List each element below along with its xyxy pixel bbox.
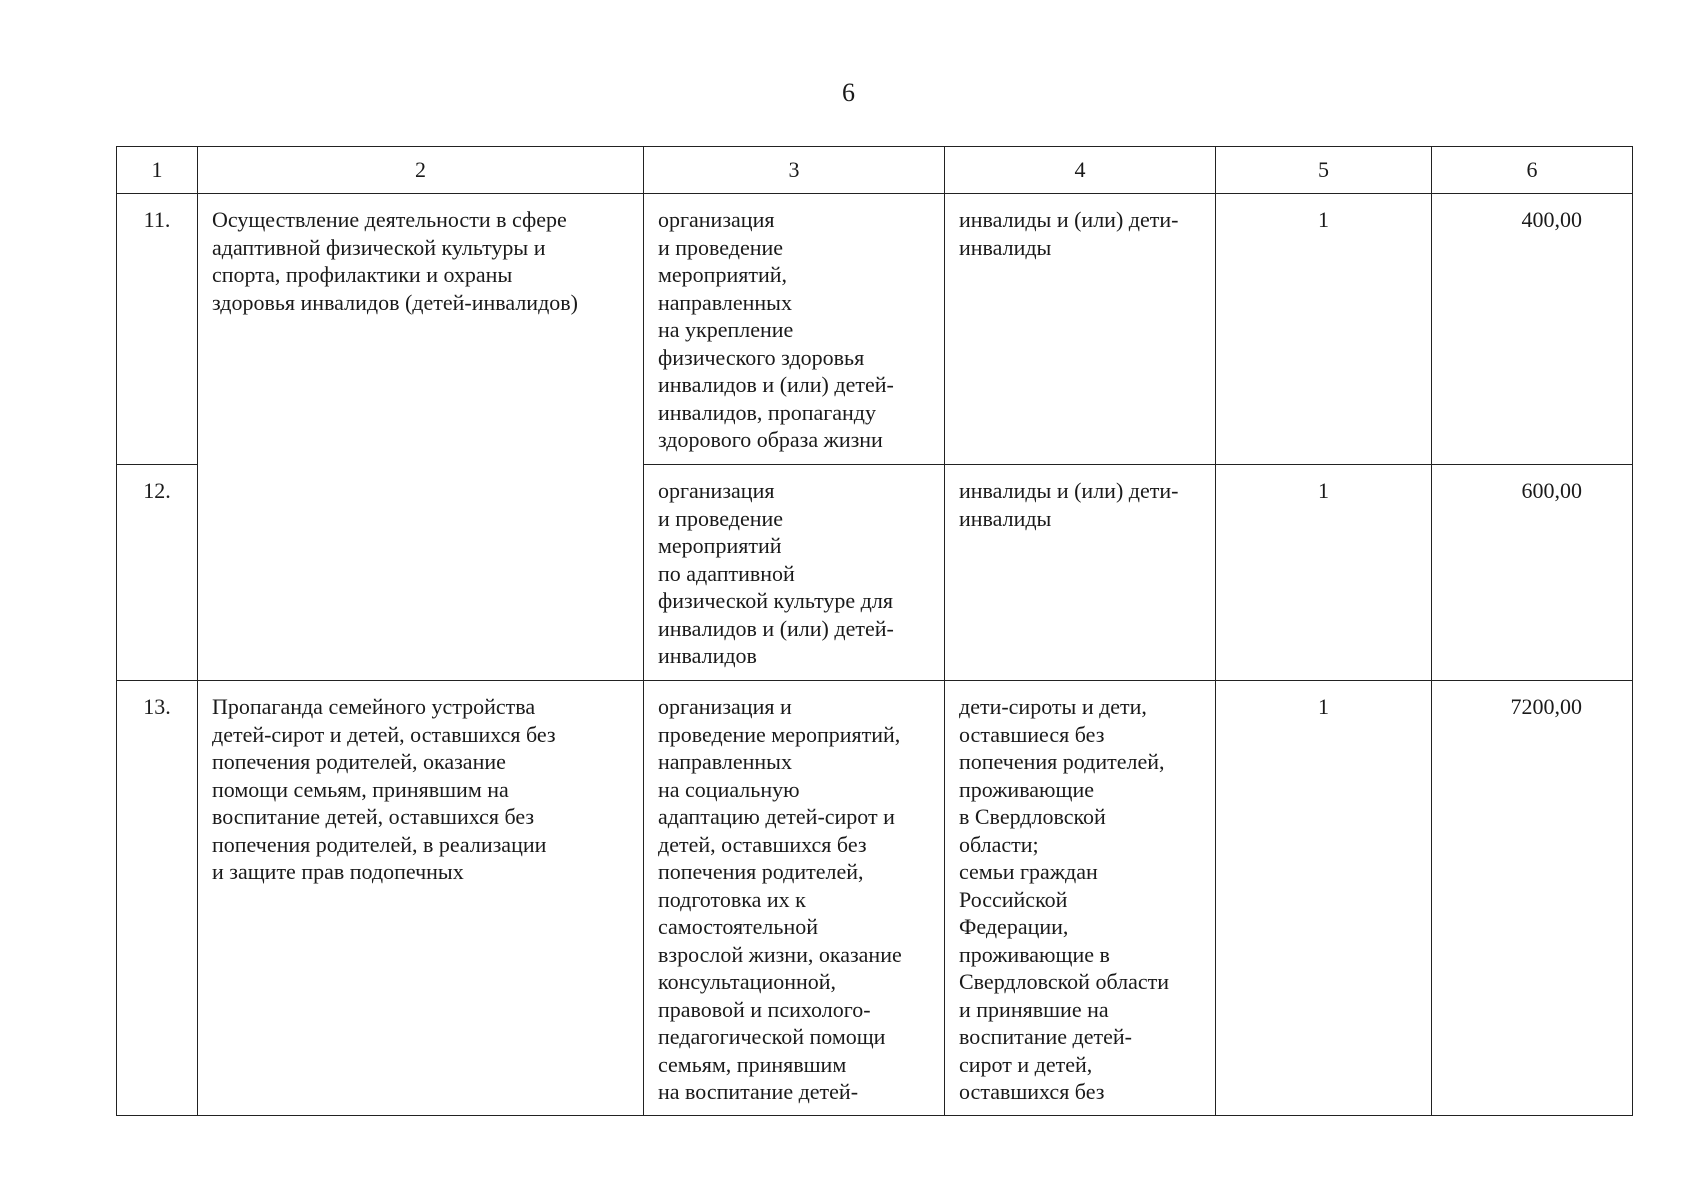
text-line: и проведение: [658, 505, 784, 531]
text-line: проведение мероприятий,: [658, 721, 901, 747]
text-line: здоровья инвалидов (детей-инвалидов): [212, 289, 578, 315]
direction-text: [198, 194, 643, 320]
row-number-cell: [117, 681, 198, 1116]
column-header-5: 5: [1216, 147, 1432, 194]
text-line: здорового образа жизни: [658, 427, 883, 452]
text-line: оставшиеся без: [959, 721, 1105, 747]
amount-cell: [1432, 681, 1633, 1116]
text-line: на социальную: [658, 776, 800, 802]
text-line: подготовка их к: [658, 886, 806, 912]
text-line: Федерации,: [959, 914, 1069, 939]
text-line: попечения родителей,: [658, 859, 864, 884]
activity-cell: [644, 465, 945, 681]
quantity-value: 1: [1318, 694, 1329, 719]
text-line: организация и: [658, 694, 792, 719]
text-line: организация: [658, 478, 775, 503]
row-number-cell: [117, 194, 198, 465]
text-line: самостоятельной: [658, 914, 818, 939]
text-line: семьи граждан: [959, 859, 1098, 884]
data-table: [116, 146, 1633, 1116]
text-line: детей, оставшихся без: [658, 831, 867, 857]
text-line: инвалидов, пропаганду: [658, 399, 877, 425]
text-line: инвалидов и (или) детей-: [658, 615, 894, 641]
text-line: попечения родителей, оказание: [212, 749, 506, 774]
text-line: инвалиды и (или) дети-: [959, 478, 1179, 503]
text-line: направленных: [658, 289, 792, 315]
quantity-cell: [1216, 465, 1432, 681]
text-line: и защите прав подопечных: [212, 859, 464, 884]
text-line: спорта, профилактики и охраны: [212, 262, 513, 287]
text-line: помощи семьям, принявшим на: [212, 776, 509, 802]
text-line: инвалиды и (или) дети-: [959, 207, 1179, 232]
text-line: инвалидов и (или) детей-: [658, 372, 894, 397]
direction-cell: [198, 681, 644, 1116]
text-line: воспитание детей-: [959, 1024, 1132, 1049]
recipients-cell: [945, 194, 1216, 465]
text-line: и проведение: [658, 234, 784, 260]
row-number-cell: [117, 465, 198, 681]
text-line: мероприятий,: [658, 262, 788, 287]
text-line: инвалиды: [959, 234, 1052, 260]
activity-text: [644, 465, 944, 674]
text-line: организация: [658, 207, 775, 232]
table-row: [117, 681, 1633, 1116]
text-line: на укрепление: [658, 317, 794, 342]
direction-text: [198, 681, 643, 890]
activity-cell: [644, 681, 945, 1116]
text-line: в Свердловской: [959, 804, 1106, 829]
column-header-1: 1: [117, 147, 198, 194]
amount-value: 600,00: [1521, 478, 1582, 503]
recipients-cell: [945, 681, 1216, 1116]
column-header-2: 2: [198, 147, 644, 194]
text-line: правовой и психолого-: [658, 996, 871, 1022]
text-line: оставшихся без: [959, 1079, 1105, 1104]
quantity-value: 1: [1318, 478, 1329, 503]
text-line: направленных: [658, 749, 792, 774]
activity-cell: [644, 194, 945, 465]
activity-text: [644, 194, 944, 458]
quantity-cell: [1216, 681, 1432, 1116]
amount-value: 7200,00: [1510, 694, 1582, 719]
amount-value: 400,00: [1521, 207, 1582, 232]
text-line: детей-сирот и детей, оставшихся без: [212, 721, 556, 747]
row-number: 12.: [143, 478, 171, 503]
text-line: адаптацию детей-сирот и: [658, 804, 895, 829]
amount-cell: [1432, 194, 1633, 465]
column-header-3: 3: [644, 147, 945, 194]
text-line: физического здоровья: [658, 344, 865, 370]
page-number: 6: [842, 78, 855, 107]
recipients-cell: [945, 465, 1216, 681]
text-line: по адаптивной: [658, 560, 795, 586]
text-line: воспитание детей, оставшихся без: [212, 804, 535, 829]
text-line: попечения родителей,: [959, 749, 1165, 774]
text-line: Свердловской области: [959, 969, 1169, 994]
text-line: области;: [959, 831, 1039, 857]
text-line: дети-сироты и дети,: [959, 694, 1147, 719]
recipients-text: [945, 194, 1215, 265]
quantity-cell: [1216, 194, 1432, 465]
text-line: физической культуре для: [658, 588, 893, 613]
row-number: 13.: [143, 694, 171, 719]
table-row: [117, 194, 1633, 465]
text-line: на воспитание детей-: [658, 1079, 859, 1104]
text-line: Осуществление деятельности в сфере: [212, 207, 567, 232]
text-line: проживающие в: [959, 941, 1110, 967]
text-line: взрослой жизни, оказание: [658, 941, 902, 967]
column-header-6: 6: [1432, 147, 1633, 194]
row-number: 11.: [143, 207, 171, 232]
recipients-text: [945, 681, 1215, 1110]
text-line: попечения родителей, в реализации: [212, 831, 547, 857]
text-line: адаптивной физической культуры и: [212, 234, 546, 260]
text-line: консультационной,: [658, 969, 837, 994]
activity-text: [644, 681, 944, 1110]
recipients-text: [945, 465, 1215, 536]
text-line: проживающие: [959, 776, 1094, 802]
header-row: [117, 147, 1633, 194]
text-line: инвалидов: [658, 643, 757, 668]
direction-cell: [198, 194, 644, 681]
amount-cell: [1432, 465, 1633, 681]
quantity-value: 1: [1318, 207, 1329, 232]
text-line: мероприятий: [658, 533, 782, 558]
text-line: Российской: [959, 886, 1068, 912]
text-line: и принявшие на: [959, 996, 1109, 1022]
text-line: Пропаганда семейного устройства: [212, 694, 536, 719]
column-header-4: 4: [945, 147, 1216, 194]
text-line: семьям, принявшим: [658, 1051, 847, 1077]
text-line: педагогической помощи: [658, 1024, 886, 1049]
text-line: инвалиды: [959, 505, 1052, 531]
text-line: сирот и детей,: [959, 1051, 1093, 1077]
